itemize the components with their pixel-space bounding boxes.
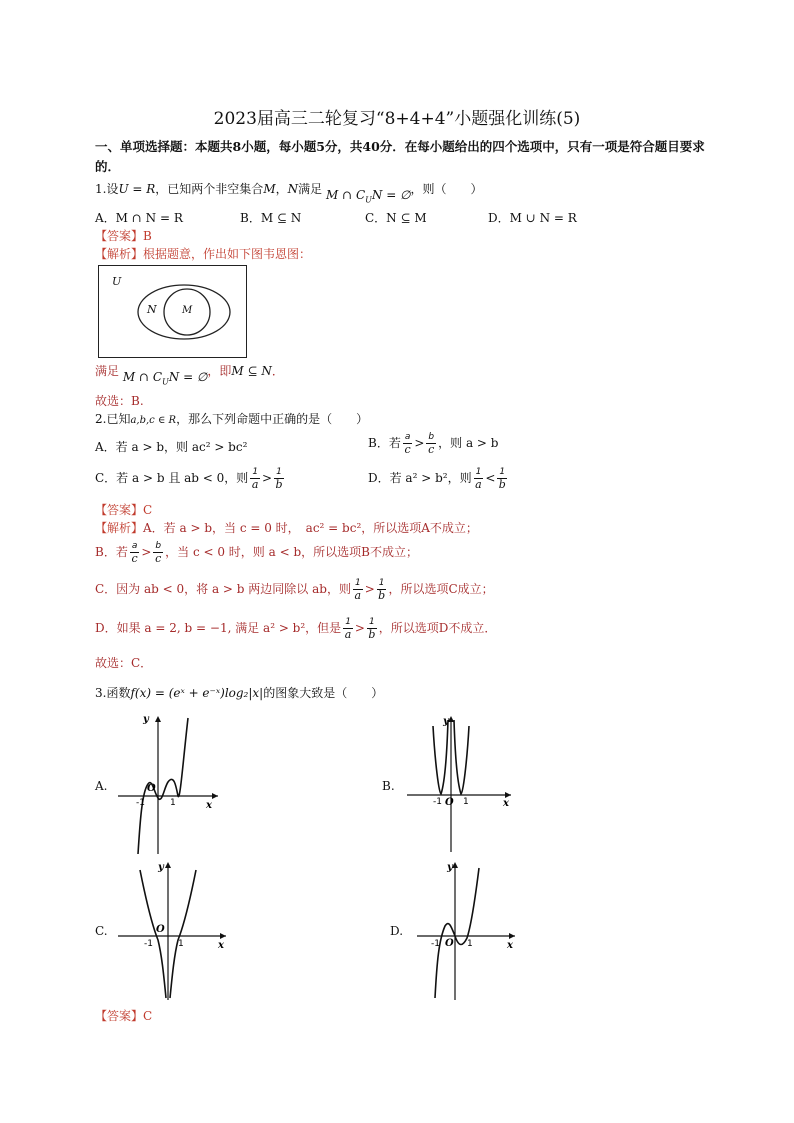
q2-ana-b-den2: c (155, 552, 162, 565)
q1-satisfy-d: ，即 (207, 364, 232, 378)
q1-answer: 【答案】B (95, 229, 152, 243)
graph-a (118, 712, 228, 857)
graph-c-y-arrow (165, 862, 171, 868)
q2-c-frac2 (274, 467, 284, 490)
q2-b-den2: c (428, 443, 435, 456)
venn-label-m: M (182, 305, 193, 316)
q1-satisfy-sub: U (162, 377, 169, 387)
q2-ana-b-den1: c (131, 552, 138, 565)
q3-label-b: B. (382, 779, 395, 793)
graph-a-y-arrow (155, 716, 161, 722)
venn-label-u: U (112, 275, 122, 288)
q2-ana-d-den1: a (344, 628, 352, 641)
graph-a-x-arrow (212, 793, 218, 799)
graph-d-y-arrow (452, 862, 458, 868)
q1-stem-a: 1.设 (95, 182, 119, 196)
page-title: 2023届高三二轮复习“8+4+4”小题强化训练(5) (213, 109, 581, 129)
graph-b (405, 712, 517, 857)
q1-satisfy-expr (122, 370, 208, 387)
q1-satisfy-a: 满足 (95, 364, 120, 378)
section-heading: 一、单项选择题：本题共8小题，每小题5分，共40分．在每小题给出的四个选项中，只有一项是符合题目要求的． (95, 139, 705, 174)
q1-satisfy (95, 362, 284, 387)
graph-c-tick-neg: -1 (144, 939, 153, 949)
q2-analysis-a (95, 519, 478, 536)
q2-conclusion: 故选：C． (95, 656, 153, 670)
q2-c-gt: > (262, 471, 273, 485)
q2-b-num1: a (404, 432, 411, 442)
graph-b-y-label: y (443, 716, 449, 727)
q2-ana-d-num2: 1 (368, 617, 375, 627)
graph-c-origin: O (156, 924, 165, 935)
graph-d-curve (435, 868, 479, 998)
q1-stem-h-sub: U (365, 195, 372, 205)
q1-analysis (95, 245, 311, 262)
q2-b-den1: c (404, 443, 411, 456)
graph-a-y-label: y (143, 714, 149, 725)
graph-d-y-label: y (447, 862, 453, 873)
graph-b-x-label: x (503, 798, 509, 809)
q2-ana-b-num2: b (155, 541, 162, 551)
q2-ana-d-post: ，所以选项D不成立． (378, 621, 497, 635)
graph-d-x-arrow (509, 933, 515, 939)
q2-b-frac1 (403, 432, 413, 455)
q1-stem-d: M (263, 182, 276, 196)
q2-ana-c-frac2 (377, 578, 387, 601)
q2-c-num2: 1 (276, 467, 282, 477)
q1-option-c: C．N ⊆ M (365, 211, 427, 225)
q1-stem-h (325, 188, 411, 205)
q1-stem-g: 满足 (298, 182, 323, 196)
graph-d (413, 860, 523, 1002)
q1-stem-c: ，已知两个非空集合 (155, 182, 264, 196)
q2-ana-c-den1: a (354, 589, 362, 602)
q2-d-pre: D．若 a² > b²，则 (368, 471, 472, 485)
q2-d-frac2 (497, 467, 507, 490)
q1-stem-f: N (287, 182, 299, 196)
q2-d-frac1 (474, 467, 484, 490)
graph-a-curve (138, 718, 188, 854)
q2-ana-b-pre: B．若 (95, 545, 128, 559)
q3-stem-b: f(x) = (eˣ + e⁻ˣ)log₂|x| (130, 686, 264, 700)
q2-d-num2: 1 (499, 467, 506, 477)
q2-ana-c-num2: 1 (378, 578, 385, 588)
q1-stem-i: N = ∅ (371, 188, 411, 202)
q1-satisfy-b: M ∩ C (122, 370, 162, 384)
q2-d-den1: a (475, 478, 482, 491)
q2-c-den2: b (275, 478, 283, 491)
q2-analysis-b (95, 541, 418, 564)
q2-option-a: A．若 a > b，则 ac² > bc² (95, 440, 248, 454)
graph-b-origin: O (445, 797, 454, 808)
q1-option-a: A．M ∩ N = R (95, 211, 183, 225)
graph-d-tick-neg: -1 (431, 939, 440, 949)
q2-analysis-c (95, 578, 494, 601)
q3-stem (95, 684, 383, 701)
q1-stem (95, 180, 483, 205)
q2-ana-d-num1: 1 (345, 617, 351, 627)
q1-option-b: B．M ⊆ N (240, 211, 302, 225)
q2-c-pre: C．若 a > b 且 ab < 0，则 (95, 471, 249, 485)
q3-answer: 【答案】C (95, 1009, 153, 1023)
q1-satisfy-f: ． (271, 364, 284, 378)
graph-a-x-label: x (206, 800, 212, 811)
q2-ana-d-frac1 (343, 617, 353, 640)
q2-stem-a: 2.已知 (95, 412, 131, 426)
q2-d-den2: b (498, 478, 506, 491)
q1-stem-b: U = R (118, 182, 156, 196)
graph-b-tick-pos: 1 (463, 797, 469, 807)
q2-ana-c-den2: b (378, 589, 386, 602)
q2-ana-d-gt: > (354, 621, 365, 635)
q3-stem-c: 的图象大致是（ ） (263, 686, 384, 700)
q1-option-d: D．M ∪ N = R (488, 211, 577, 225)
q1-stem-e: ， (275, 182, 288, 196)
graph-c-x-label: x (218, 940, 224, 951)
graph-d-tick-pos: 1 (467, 939, 473, 949)
q2-b-gt: > (414, 436, 425, 450)
q3-stem-a: 3.函数 (95, 686, 131, 700)
q2-ana-b-frac2 (153, 541, 163, 564)
graph-c-x-arrow (220, 933, 226, 939)
graph-b-curve-right (454, 720, 469, 794)
q2-option-c (95, 467, 286, 490)
q2-ana-c-frac1 (353, 578, 363, 601)
q2-stem-c: ，那么下列命题中正确的是（ ） (176, 412, 369, 426)
q2-option-d (368, 467, 509, 490)
q3-label-d: D. (390, 924, 404, 938)
q2-analysis-a-text: A．若 a > b，当 c = 0 时， ac² = bc²，所以选项A不成立； (143, 521, 478, 535)
graph-d-origin: O (445, 938, 454, 949)
q2-ana-d-frac2 (367, 617, 377, 640)
graph-c-tick-pos: 1 (178, 939, 184, 949)
q1-satisfy-e: M ⊆ N (231, 364, 272, 378)
q2-ana-d-pre: D．如果 a = 2, b = −1, 满足 a² > b²，但是 (95, 621, 342, 635)
graph-c-y-label: y (158, 862, 164, 873)
venn-label-n: N (147, 303, 157, 316)
q2-ana-b-num1: a (131, 541, 138, 551)
graph-d-x-label: x (507, 940, 513, 951)
q1-conclusion: 故选：B. (95, 394, 144, 408)
q2-d-num1: 1 (475, 467, 482, 477)
q1-stem-h-text: M ∩ C (325, 188, 366, 202)
q2-ana-c-pre: C．因为 ab < 0，将 a > b 两边同除以 ab，则 (95, 582, 351, 596)
q1-stem-j: ，则（ ） (410, 182, 483, 196)
q3-label-a: A. (95, 779, 108, 793)
q1-satisfy-c: N = ∅ (168, 370, 208, 384)
q2-c-den1: a (251, 478, 259, 491)
q2-analysis-d (95, 617, 496, 640)
q2-stem-b: a,b,c ∈ R (130, 415, 177, 426)
q2-ana-c-gt: > (364, 582, 375, 596)
graph-a-origin: O (147, 783, 156, 794)
q2-ana-b-frac1 (130, 541, 140, 564)
q2-ana-c-num1: 1 (354, 578, 361, 588)
graph-c (118, 860, 233, 1002)
q2-option-b (368, 432, 498, 455)
q2-ana-c-post: ，所以选项C成立； (388, 582, 494, 596)
graph-b-curve-left (433, 720, 448, 794)
q1-analysis-text: 【解析】根据题意，作出如下图韦恩图： (95, 247, 312, 261)
q2-b-frac2 (426, 432, 436, 455)
q2-ana-b-post: ，当 c < 0 时，则 a < b，所以选项B不成立； (165, 545, 418, 559)
q2-stem (95, 410, 368, 427)
q2-ana-d-den2: b (368, 628, 376, 641)
q2-c-frac1 (250, 467, 260, 490)
q2-c-num1: 1 (252, 467, 259, 477)
q3-label-c: C. (95, 924, 108, 938)
q2-b-post: ，则 a > b (438, 436, 499, 450)
q2-answer: 【答案】C (95, 503, 153, 517)
q2-analysis-head: 【解析】 (95, 521, 144, 535)
q2-b-pre: B．若 (368, 436, 401, 450)
graph-b-y-arrow (448, 716, 454, 722)
graph-b-tick-neg: -1 (433, 797, 442, 807)
graph-a-tick-pos: 1 (170, 798, 176, 808)
graph-a-tick-neg: -1 (136, 798, 145, 808)
q2-d-lt: < (485, 471, 496, 485)
q2-ana-b-gt: > (141, 545, 152, 559)
q2-b-num2: b (428, 432, 435, 442)
graph-c-curve-right (170, 870, 196, 998)
